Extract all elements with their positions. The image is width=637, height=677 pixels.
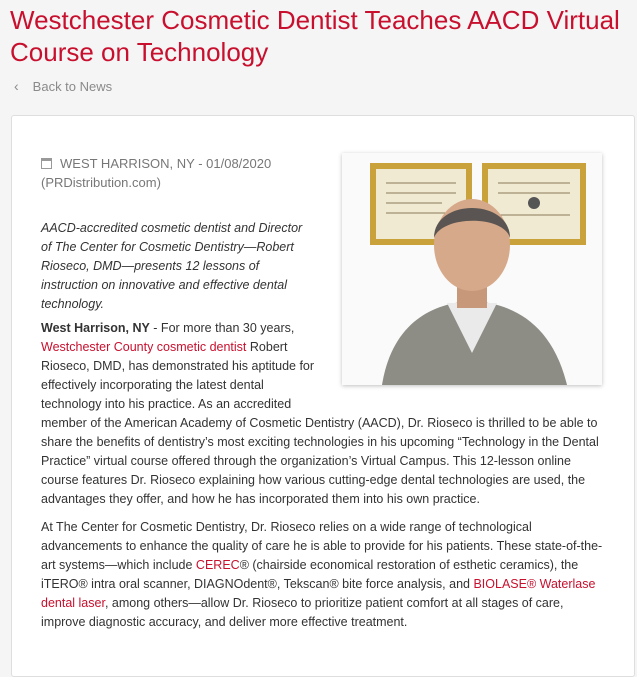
paragraph-2-text-c: , among others—allow Dr. Rioseco to prioritize patient comfort at all stages of care, improve diagnostic accuracy, and deliver more effective treatment. <box>41 596 564 629</box>
article-card <box>11 115 635 677</box>
paragraph-2-text-a: At The Center for Cosmetic Dentistry, Dr. Rioseco relies on a wide range of technological advancements to enhance the quality of care he is able to provide for his patients. These state-of-the-art systems—which include <box>41 520 603 572</box>
back-to-news-link[interactable] <box>14 78 112 94</box>
paragraph-1-lead: West Harrison, NY <box>41 321 150 335</box>
paragraph-1-text-a: - For more than 30 years, <box>149 321 295 335</box>
article-meta <box>41 154 301 192</box>
article-summary: AACD-accredited cosmetic dentist and Director of The Center for Cosmetic Dentistry—Robert Rioseco, DMD—presents 12 lessons of instruction on innovative and effective dental technology. <box>41 221 303 311</box>
source: (PRDistribution.com) <box>41 175 161 190</box>
paragraph-1-text-c: member of the American Academy of Cosmetic Dentistry (AACD), Dr. Rioseco is thrilled to be able to share the benefits of dentistry’s most exciting technologies in his upcoming “Technology in the Dental Practice” virtual course offered through the organization’s Virtual Campus. This 12-lesson online course features Dr. Rioseco explaining how various cutting-edge dental technologies are used, the advantages they offer, and how he has incorporated them into his own practice. <box>41 416 599 506</box>
biolase-link[interactable]: BIOLASE® Waterlase dental laser <box>41 577 596 610</box>
calendar-icon <box>41 158 52 169</box>
paragraph-1 <box>41 319 611 509</box>
dateline: WEST HARRISON, NY - 01/08/2020 <box>60 156 272 171</box>
cerec-link[interactable]: CEREC <box>195 558 240 572</box>
westchester-dentist-link[interactable]: Westchester County cosmetic dentist <box>41 340 247 354</box>
back-to-news-label: Back to News <box>32 78 113 94</box>
paragraph-1-text-b: Robert Rioseco, DMD, has demonstrated his aptitude for effectively incorporating the latest dental technology into his practice. As an accredited <box>41 340 315 411</box>
paragraph-2 <box>41 518 611 632</box>
article-body <box>41 319 611 641</box>
paragraph-1-wrapped <box>41 319 323 414</box>
chevron-left-icon: ‹ <box>14 78 19 94</box>
page-title: Westchester Cosmetic Dentist Teaches AACD Virtual Course on Technology <box>10 5 620 67</box>
paragraph-2-text-b: ® (chairside economical restoration of esthetic ceramics), the iTERO® intra oral scanner, DIAGNOdent®, Tekscan® bite force analysis, and <box>41 558 579 591</box>
